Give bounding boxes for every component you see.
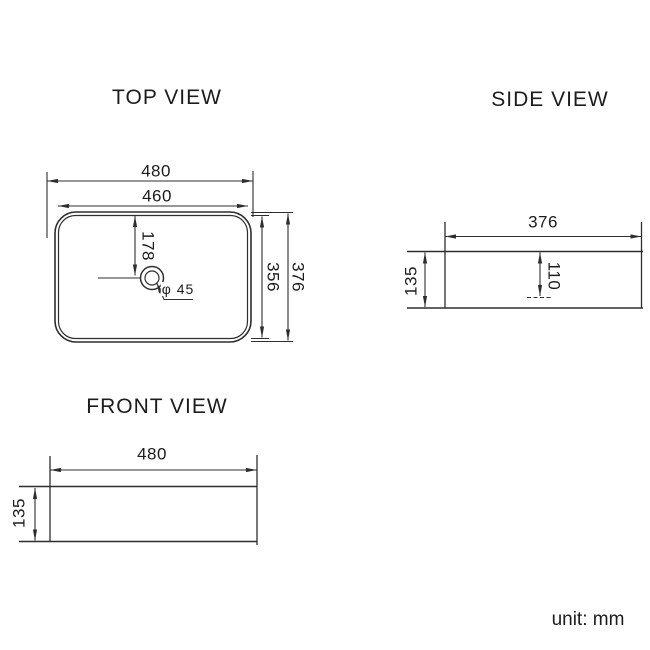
front-view-title: FRONT VIEW — [86, 395, 228, 418]
front-view-dim-width: 480 — [137, 444, 167, 464]
front-view-dim-height: 135 — [9, 498, 29, 528]
drain-hole — [98, 267, 164, 290]
side-view-drawing — [407, 222, 643, 308]
side-view-dim-width: 376 — [528, 212, 558, 232]
top-view-dim-inner-length: 356 — [263, 262, 283, 292]
unit-note: unit: mm — [551, 609, 625, 630]
top-view-dim-hole-offset: 178 — [138, 231, 158, 261]
side-view-dim-bowl-depth: 110 — [544, 261, 564, 291]
side-view-dim-height: 135 — [401, 266, 421, 296]
top-view-dim-outer-length: 376 — [288, 262, 308, 292]
top-view-dim-hole-diameter: φ 45 — [161, 281, 195, 297]
front-view-drawing — [19, 455, 257, 545]
top-view-dim-inner-width: 460 — [142, 186, 172, 206]
top-view-title: TOP VIEW — [112, 86, 222, 109]
side-view-title: SIDE VIEW — [491, 88, 609, 111]
top-view-dim-outer-width: 480 — [141, 161, 171, 181]
